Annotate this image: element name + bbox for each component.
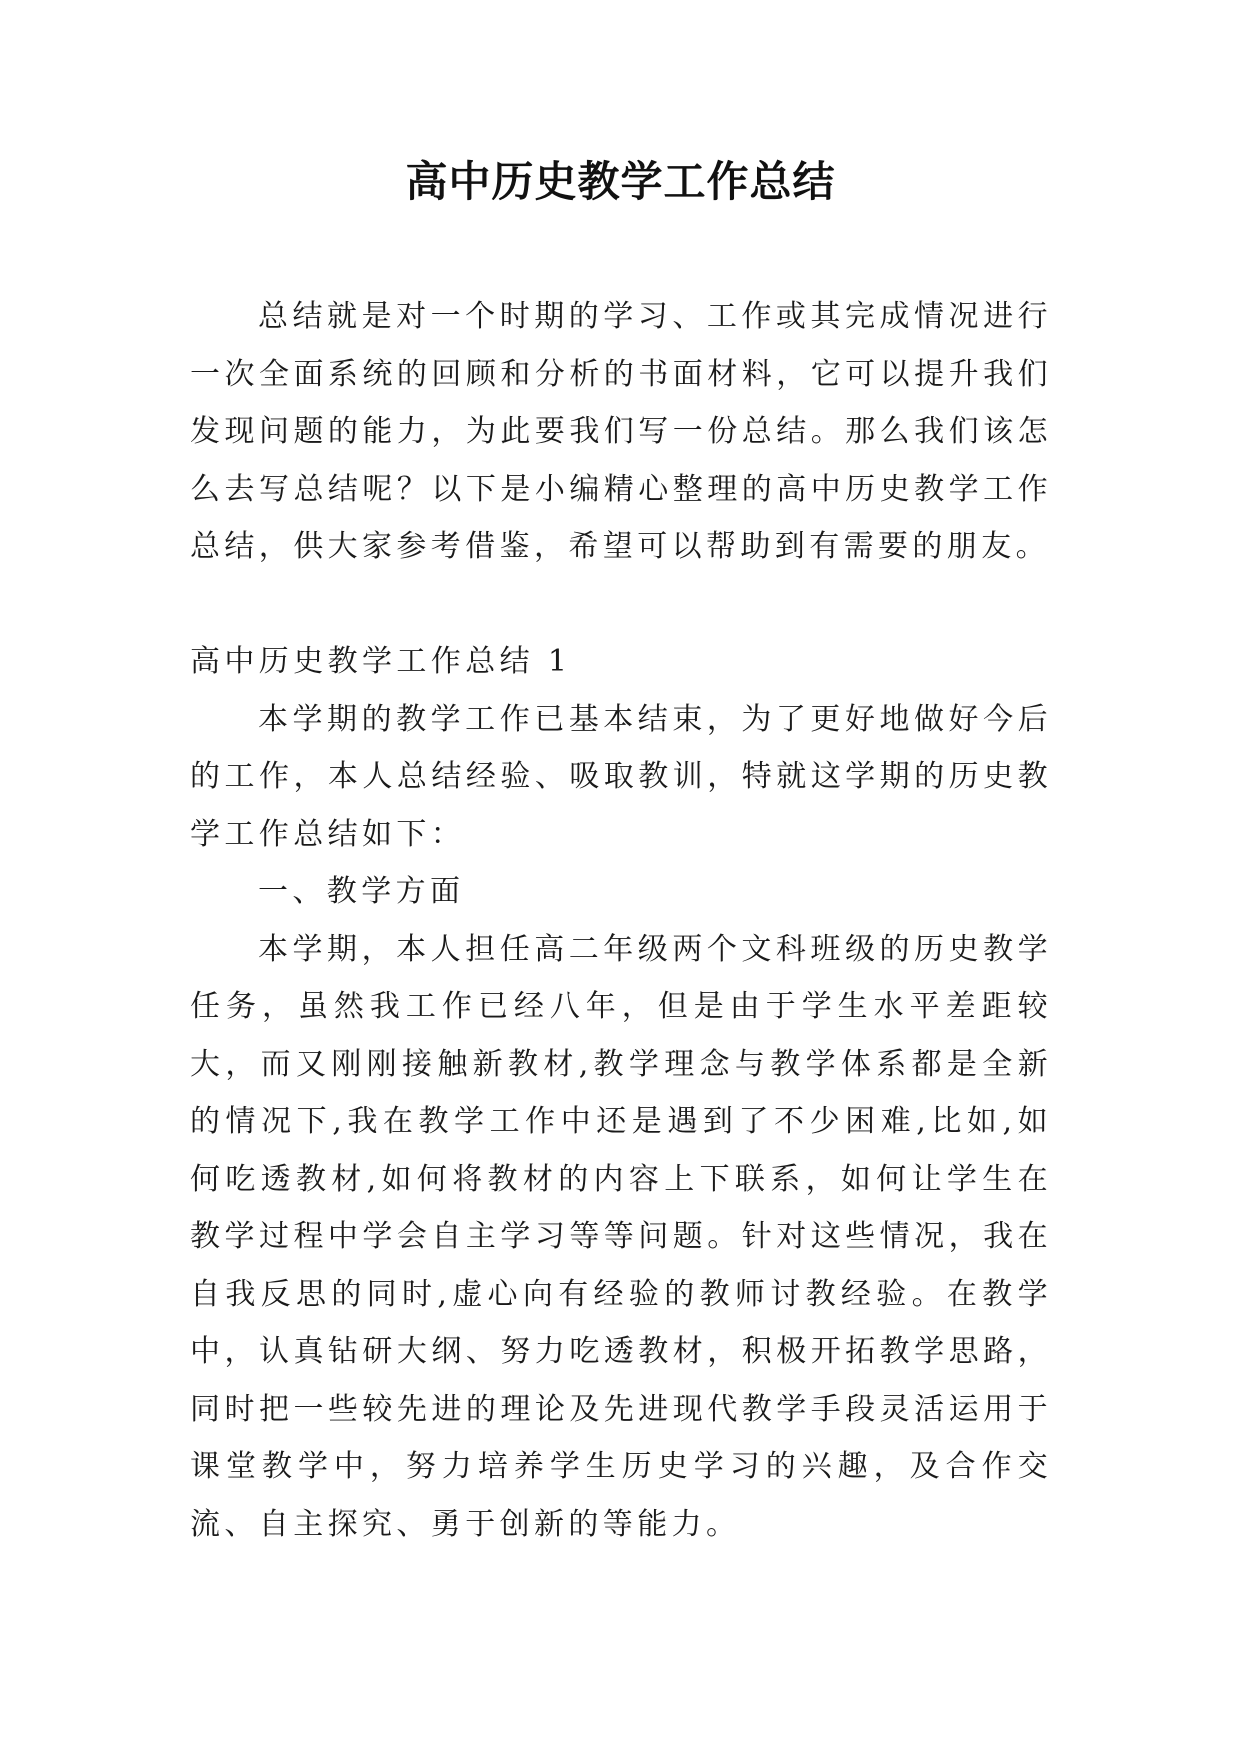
- paragraph-2: 本学期，本人担任高二年级两个文科班级的历史教学任务，虽然我工作已经八年，但是由于学生水平差距较大，而又刚刚接触新教材,教学理念与教学体系都是全新的情况下,我在教学工作中还是遇到了不少困难,比如,如何吃透教材,如何将教材的内容上下联系，如何让学生在教学过程中学会自主学习等等问题。针对这些情况，我在自我反思的同时,虚心向有经验的教师讨教经验。在教学中，认真钻研大纲、努力吃透教材，积极开拓教学思路，同时把一些较先进的理论及先进现代教学手段灵活运用于课堂教学中，努力培养学生历史学习的兴趣，及合作交流、自主探究、勇于创新的等能力。: [190, 931, 1052, 1542]
- intro-paragraph: 总结就是对一个时期的学习、工作或其完成情况进行一次全面系统的回顾和分析的书面材料，它可以提升我们发现问题的能力，为此要我们写一份总结。那么我们该怎么去写总结呢？以下是小编精心整理的高中历史教学工作总结，供大家参考借鉴，希望可以帮助到有需要的朋友。: [190, 299, 1052, 564]
- section-title: 高中历史教学工作总结 1: [190, 644, 572, 679]
- document-body: [190, 288, 1052, 1553]
- document-title: 高中历史教学工作总结: [405, 157, 836, 206]
- paragraph-spacer: [190, 576, 1052, 634]
- paragraph-1: 本学期的教学工作已基本结束，为了更好地做好今后的工作，本人总结经验、吸取教训，特就这学期的历史教学工作总结如下：: [190, 701, 1052, 852]
- heading-teaching: 一、教学方面: [258, 874, 465, 909]
